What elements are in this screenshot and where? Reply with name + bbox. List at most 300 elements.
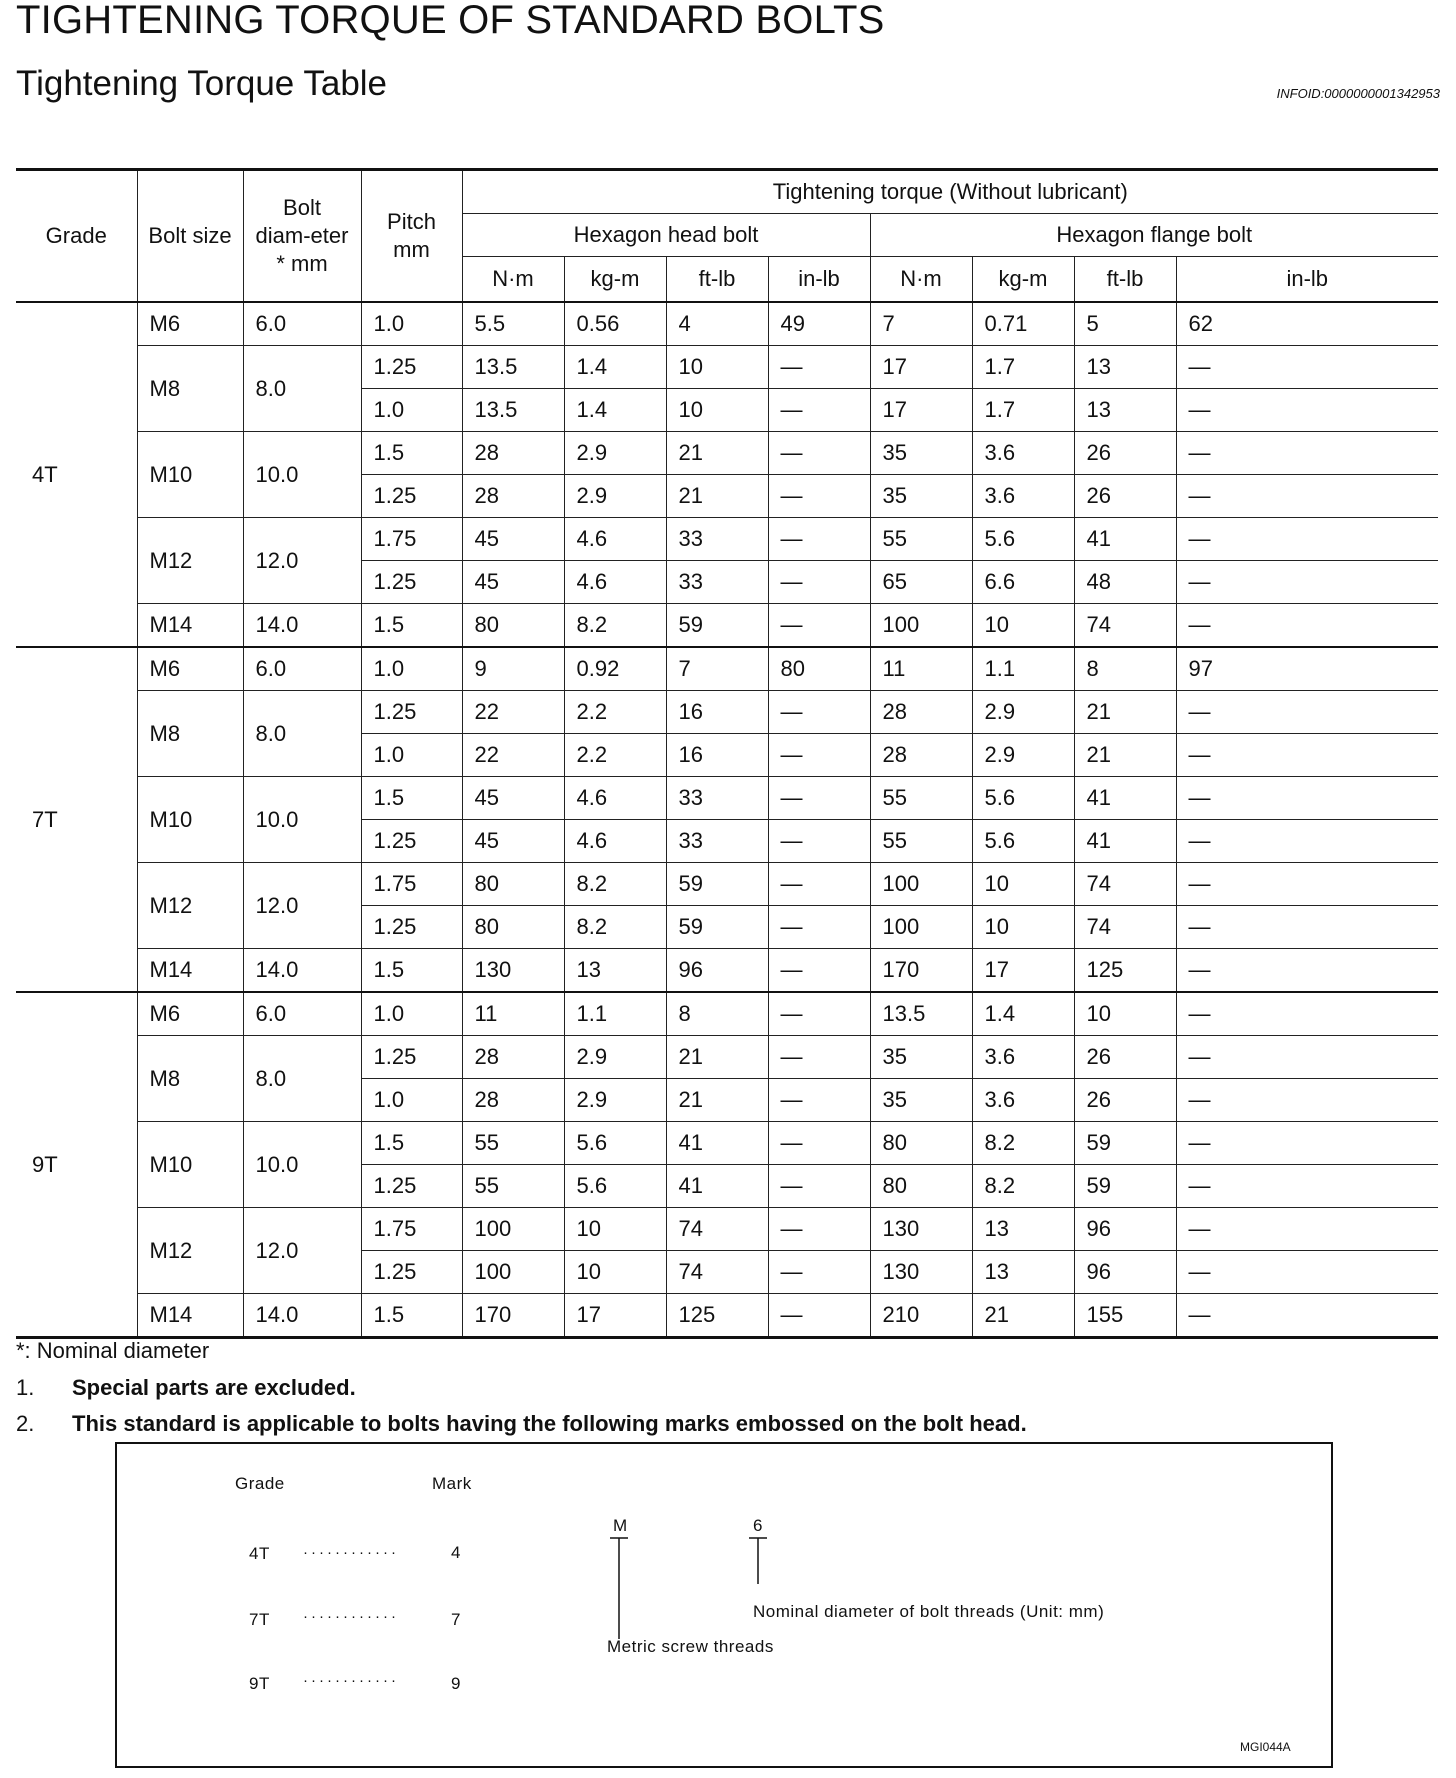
figure-grade: 9T: [249, 1674, 270, 1693]
torque-value-cell: —: [768, 1208, 870, 1251]
torque-value-cell: 33: [666, 777, 768, 820]
notes: [16, 1338, 1027, 1442]
torque-value-cell: 13: [564, 949, 666, 993]
torque-value-cell: 10: [666, 389, 768, 432]
pitch-cell: 1.0: [361, 734, 462, 777]
torque-value-cell: 8: [1074, 647, 1176, 691]
torque-value-cell: —: [1176, 949, 1438, 993]
torque-value-cell: 8.2: [972, 1122, 1074, 1165]
torque-value-cell: 41: [1074, 777, 1176, 820]
header-unit: ft-lb: [666, 257, 768, 303]
torque-value-cell: 45: [462, 777, 564, 820]
figure-dots: ············: [303, 1544, 399, 1561]
table-row: [16, 1294, 1438, 1338]
note-text: Special parts are excluded.: [72, 1375, 356, 1400]
table-row: [16, 1208, 1438, 1251]
torque-value-cell: —: [768, 863, 870, 906]
torque-value-cell: 28: [462, 1036, 564, 1079]
torque-value-cell: —: [768, 820, 870, 863]
bolt-diameter-cell: 10.0: [243, 1122, 361, 1208]
bolt-diameter-cell: 6.0: [243, 647, 361, 691]
torque-value-cell: 80: [462, 906, 564, 949]
figure-code: MGI044A: [1240, 1740, 1291, 1754]
torque-value-cell: 10: [1074, 992, 1176, 1036]
torque-value-cell: 10: [972, 863, 1074, 906]
torque-value-cell: —: [768, 1122, 870, 1165]
torque-value-cell: 45: [462, 820, 564, 863]
torque-value-cell: 130: [870, 1251, 972, 1294]
torque-value-cell: 155: [1074, 1294, 1176, 1338]
torque-value-cell: 17: [870, 346, 972, 389]
torque-value-cell: —: [1176, 992, 1438, 1036]
torque-value-cell: 5.6: [972, 777, 1074, 820]
torque-value-cell: —: [1176, 1294, 1438, 1338]
torque-value-cell: 49: [768, 302, 870, 346]
torque-value-cell: 74: [666, 1251, 768, 1294]
bolt-diameter-cell: 14.0: [243, 1294, 361, 1338]
table-row: [16, 691, 1438, 734]
bolt-diameter-cell: 14.0: [243, 604, 361, 648]
torque-value-cell: 55: [462, 1165, 564, 1208]
pitch-cell: 1.5: [361, 604, 462, 648]
torque-value-cell: 170: [870, 949, 972, 993]
pitch-cell: 1.25: [361, 906, 462, 949]
torque-value-cell: 0.71: [972, 302, 1074, 346]
torque-value-cell: 1.7: [972, 346, 1074, 389]
torque-value-cell: 13: [972, 1251, 1074, 1294]
torque-value-cell: 62: [1176, 302, 1438, 346]
torque-value-cell: 0.92: [564, 647, 666, 691]
torque-value-cell: 2.2: [564, 734, 666, 777]
figure-diagram-m: M: [613, 1516, 628, 1535]
bolt-size-cell: M8: [137, 691, 243, 777]
table-row: [16, 346, 1438, 389]
torque-value-cell: 28: [462, 1079, 564, 1122]
torque-value-cell: 3.6: [972, 432, 1074, 475]
table-row: [16, 432, 1438, 475]
bolt-mark-diagram-lines: [117, 1444, 1331, 1766]
torque-value-cell: —: [768, 1165, 870, 1208]
torque-value-cell: 2.9: [972, 691, 1074, 734]
torque-value-cell: —: [1176, 1251, 1438, 1294]
torque-value-cell: —: [768, 1251, 870, 1294]
torque-value-cell: 26: [1074, 432, 1176, 475]
torque-value-cell: 4.6: [564, 820, 666, 863]
torque-value-cell: 5.6: [972, 518, 1074, 561]
pitch-cell: 1.0: [361, 302, 462, 346]
torque-value-cell: 17: [870, 389, 972, 432]
pitch-cell: 1.25: [361, 475, 462, 518]
pitch-cell: 1.0: [361, 1079, 462, 1122]
torque-value-cell: 41: [666, 1165, 768, 1208]
bolt-diameter-cell: 10.0: [243, 777, 361, 863]
torque-value-cell: —: [768, 691, 870, 734]
torque-value-cell: 7: [666, 647, 768, 691]
table-row: [16, 1122, 1438, 1165]
bolt-size-cell: M6: [137, 992, 243, 1036]
note-number: 2.: [16, 1411, 35, 1436]
torque-value-cell: 130: [462, 949, 564, 993]
grade-cell: 9T: [16, 992, 137, 1338]
torque-value-cell: 2.9: [564, 1079, 666, 1122]
torque-value-cell: —: [1176, 389, 1438, 432]
torque-value-cell: 59: [666, 863, 768, 906]
page-title: TIGHTENING TORQUE OF STANDARD BOLTS: [16, 0, 885, 42]
header-unit: ft-lb: [1074, 257, 1176, 303]
pitch-cell: 1.75: [361, 1208, 462, 1251]
torque-value-cell: 35: [870, 1079, 972, 1122]
pitch-cell: 1.5: [361, 777, 462, 820]
torque-value-cell: —: [768, 949, 870, 993]
torque-value-cell: —: [1176, 432, 1438, 475]
torque-value-cell: 13: [1074, 389, 1176, 432]
torque-value-cell: 100: [462, 1208, 564, 1251]
torque-value-cell: 59: [1074, 1122, 1176, 1165]
figure-label-metric: Metric screw threads: [607, 1637, 774, 1656]
header-hexagon-head-bolt: Hexagon head bolt: [462, 214, 870, 257]
note-item: [16, 1370, 1027, 1406]
bolt-size-cell: M12: [137, 863, 243, 949]
pitch-cell: 1.25: [361, 561, 462, 604]
torque-value-cell: —: [1176, 1036, 1438, 1079]
torque-value-cell: 5.6: [972, 820, 1074, 863]
note-item: [16, 1406, 1027, 1442]
torque-value-cell: 96: [1074, 1208, 1176, 1251]
torque-value-cell: 21: [666, 1036, 768, 1079]
torque-value-cell: —: [1176, 734, 1438, 777]
torque-value-cell: —: [1176, 777, 1438, 820]
note-text: This standard is applicable to bolts having the following marks embossed on the bolt head.: [72, 1411, 1027, 1436]
torque-value-cell: —: [1176, 604, 1438, 648]
torque-value-cell: 2.9: [564, 432, 666, 475]
bolt-diameter-cell: 12.0: [243, 1208, 361, 1294]
torque-value-cell: 33: [666, 518, 768, 561]
info-id: INFOID:0000000001342953: [1276, 86, 1440, 101]
torque-value-cell: 1.7: [972, 389, 1074, 432]
torque-value-cell: 21: [1074, 734, 1176, 777]
bolt-size-cell: M10: [137, 1122, 243, 1208]
torque-value-cell: 45: [462, 518, 564, 561]
torque-value-cell: 35: [870, 432, 972, 475]
torque-value-cell: —: [768, 992, 870, 1036]
torque-value-cell: 210: [870, 1294, 972, 1338]
torque-value-cell: 13: [972, 1208, 1074, 1251]
table-row: [16, 777, 1438, 820]
torque-value-cell: 35: [870, 1036, 972, 1079]
bolt-diameter-cell: 8.0: [243, 346, 361, 432]
torque-value-cell: 17: [564, 1294, 666, 1338]
torque-value-cell: 80: [768, 647, 870, 691]
torque-value-cell: 8.2: [972, 1165, 1074, 1208]
torque-value-cell: 8.2: [564, 906, 666, 949]
torque-value-cell: 26: [1074, 1036, 1176, 1079]
torque-value-cell: 125: [666, 1294, 768, 1338]
torque-value-cell: —: [768, 389, 870, 432]
figure-grade-header: Grade: [235, 1474, 285, 1493]
torque-value-cell: 17: [972, 949, 1074, 993]
torque-value-cell: 26: [1074, 1079, 1176, 1122]
header-grade: Grade: [16, 170, 137, 303]
bolt-diameter-cell: 14.0: [243, 949, 361, 993]
table-row: [16, 604, 1438, 648]
torque-value-cell: 80: [870, 1165, 972, 1208]
header-bolt-size: Bolt size: [137, 170, 243, 303]
torque-value-cell: 59: [1074, 1165, 1176, 1208]
torque-value-cell: 8.2: [564, 604, 666, 648]
torque-value-cell: 74: [1074, 604, 1176, 648]
torque-value-cell: 26: [1074, 475, 1176, 518]
torque-value-cell: 65: [870, 561, 972, 604]
torque-value-cell: 1.1: [564, 992, 666, 1036]
table-row: [16, 992, 1438, 1036]
torque-value-cell: —: [768, 432, 870, 475]
bolt-size-cell: M6: [137, 647, 243, 691]
header-unit: kg-m: [564, 257, 666, 303]
pitch-cell: 1.25: [361, 1251, 462, 1294]
figure-mark: 4: [451, 1543, 461, 1562]
torque-value-cell: 3.6: [972, 1036, 1074, 1079]
torque-value-cell: 74: [1074, 863, 1176, 906]
figure-mark: 9: [451, 1674, 461, 1693]
torque-value-cell: —: [1176, 820, 1438, 863]
bolt-mark-figure: [115, 1442, 1333, 1768]
grade-cell: 4T: [16, 302, 137, 647]
figure-label-diameter: Nominal diameter of bolt threads (Unit: mm): [753, 1602, 1105, 1621]
torque-value-cell: 16: [666, 691, 768, 734]
bolt-size-cell: M14: [137, 1294, 243, 1338]
pitch-cell: 1.0: [361, 389, 462, 432]
torque-value-cell: 100: [462, 1251, 564, 1294]
torque-value-cell: 21: [972, 1294, 1074, 1338]
torque-value-cell: —: [1176, 1165, 1438, 1208]
torque-value-cell: 10: [972, 906, 1074, 949]
torque-value-cell: 8.2: [564, 863, 666, 906]
torque-value-cell: 74: [1074, 906, 1176, 949]
torque-value-cell: 16: [666, 734, 768, 777]
torque-value-cell: 80: [462, 863, 564, 906]
torque-value-cell: 100: [870, 604, 972, 648]
table-row: [16, 302, 1438, 346]
torque-value-cell: 1.4: [564, 389, 666, 432]
torque-value-cell: —: [768, 561, 870, 604]
torque-value-cell: 13.5: [462, 346, 564, 389]
header-bolt-diameter: Bolt diam-eter * mm: [243, 170, 361, 303]
torque-value-cell: —: [768, 604, 870, 648]
torque-value-cell: 59: [666, 604, 768, 648]
torque-value-cell: 55: [870, 820, 972, 863]
torque-value-cell: 80: [462, 604, 564, 648]
torque-value-cell: —: [1176, 1122, 1438, 1165]
torque-value-cell: 4.6: [564, 518, 666, 561]
torque-value-cell: —: [1176, 346, 1438, 389]
torque-value-cell: 100: [870, 906, 972, 949]
header-unit: N·m: [870, 257, 972, 303]
figure-mark-header: Mark: [432, 1474, 472, 1493]
header-unit: in-lb: [768, 257, 870, 303]
footnote: *: Nominal diameter: [16, 1338, 210, 1363]
torque-value-cell: 4.6: [564, 777, 666, 820]
figure-grade: 4T: [249, 1544, 270, 1563]
torque-value-cell: 35: [870, 475, 972, 518]
torque-value-cell: 21: [1074, 691, 1176, 734]
bolt-size-cell: M14: [137, 604, 243, 648]
bolt-size-cell: M8: [137, 346, 243, 432]
torque-value-cell: 33: [666, 561, 768, 604]
torque-value-cell: 0.56: [564, 302, 666, 346]
bolt-size-cell: M12: [137, 1208, 243, 1294]
torque-value-cell: 13.5: [870, 992, 972, 1036]
torque-value-cell: 28: [462, 475, 564, 518]
torque-value-cell: 10: [666, 346, 768, 389]
figure-dots: ············: [303, 1672, 399, 1689]
bolt-size-cell: M12: [137, 518, 243, 604]
torque-value-cell: —: [768, 1079, 870, 1122]
torque-value-cell: —: [768, 518, 870, 561]
bolt-size-cell: M6: [137, 302, 243, 346]
torque-value-cell: —: [768, 475, 870, 518]
torque-value-cell: 6.6: [972, 561, 1074, 604]
torque-value-cell: 1.1: [972, 647, 1074, 691]
note-number: 1.: [16, 1375, 35, 1400]
torque-value-cell: 4.6: [564, 561, 666, 604]
table-row: [16, 647, 1438, 691]
torque-value-cell: 1.4: [564, 346, 666, 389]
bolt-size-cell: M14: [137, 949, 243, 993]
bolt-diameter-cell: 6.0: [243, 992, 361, 1036]
torque-value-cell: 55: [870, 777, 972, 820]
torque-value-cell: —: [768, 777, 870, 820]
torque-value-cell: 5.6: [564, 1165, 666, 1208]
pitch-cell: 1.0: [361, 647, 462, 691]
torque-value-cell: —: [768, 346, 870, 389]
torque-value-cell: 125: [1074, 949, 1176, 993]
pitch-cell: 1.75: [361, 863, 462, 906]
torque-value-cell: 2.2: [564, 691, 666, 734]
torque-value-cell: 28: [870, 734, 972, 777]
torque-value-cell: 41: [1074, 518, 1176, 561]
pitch-cell: 1.25: [361, 820, 462, 863]
torque-value-cell: 22: [462, 691, 564, 734]
torque-value-cell: 45: [462, 561, 564, 604]
torque-value-cell: 21: [666, 1079, 768, 1122]
bolt-diameter-cell: 12.0: [243, 518, 361, 604]
torque-value-cell: 3.6: [972, 1079, 1074, 1122]
header-unit: in-lb: [1176, 257, 1438, 303]
torque-value-cell: 5.5: [462, 302, 564, 346]
figure-diagram-6: 6: [753, 1516, 763, 1535]
torque-value-cell: 8: [666, 992, 768, 1036]
torque-value-cell: 55: [462, 1122, 564, 1165]
table-row: [16, 863, 1438, 906]
torque-value-cell: 41: [666, 1122, 768, 1165]
torque-value-cell: 11: [870, 647, 972, 691]
torque-value-cell: 5.6: [564, 1122, 666, 1165]
torque-value-cell: 4: [666, 302, 768, 346]
torque-value-cell: 21: [666, 432, 768, 475]
torque-value-cell: —: [1176, 1208, 1438, 1251]
pitch-cell: 1.5: [361, 949, 462, 993]
pitch-cell: 1.5: [361, 1294, 462, 1338]
torque-value-cell: 2.9: [564, 1036, 666, 1079]
torque-value-cell: 170: [462, 1294, 564, 1338]
torque-value-cell: 41: [1074, 820, 1176, 863]
torque-value-cell: 130: [870, 1208, 972, 1251]
torque-value-cell: —: [1176, 906, 1438, 949]
torque-value-cell: 13.5: [462, 389, 564, 432]
pitch-cell: 1.5: [361, 432, 462, 475]
torque-value-cell: 33: [666, 820, 768, 863]
torque-value-cell: 59: [666, 906, 768, 949]
pitch-cell: 1.25: [361, 346, 462, 389]
torque-value-cell: 96: [666, 949, 768, 993]
torque-value-cell: 10: [564, 1208, 666, 1251]
torque-value-cell: 100: [870, 863, 972, 906]
bolt-size-cell: M8: [137, 1036, 243, 1122]
bolt-diameter-cell: 8.0: [243, 691, 361, 777]
torque-value-cell: 21: [666, 475, 768, 518]
pitch-cell: 1.5: [361, 1122, 462, 1165]
torque-value-cell: —: [1176, 475, 1438, 518]
bolt-diameter-cell: 6.0: [243, 302, 361, 346]
torque-value-cell: —: [1176, 1079, 1438, 1122]
torque-value-cell: 22: [462, 734, 564, 777]
bolt-size-cell: M10: [137, 432, 243, 518]
torque-value-cell: 55: [870, 518, 972, 561]
torque-value-cell: 13: [1074, 346, 1176, 389]
figure-grade: 7T: [249, 1610, 270, 1629]
torque-value-cell: —: [768, 1036, 870, 1079]
bolt-diameter-cell: 10.0: [243, 432, 361, 518]
header-hexagon-flange-bolt: Hexagon flange bolt: [870, 214, 1438, 257]
table-row: [16, 1036, 1438, 1079]
torque-value-cell: —: [768, 734, 870, 777]
torque-value-cell: 7: [870, 302, 972, 346]
torque-value-cell: —: [1176, 561, 1438, 604]
torque-value-cell: 2.9: [564, 475, 666, 518]
bolt-size-cell: M10: [137, 777, 243, 863]
table-header: [16, 170, 1438, 303]
grade-cell: 7T: [16, 647, 137, 992]
header-unit: N·m: [462, 257, 564, 303]
torque-value-cell: 1.4: [972, 992, 1074, 1036]
pitch-cell: 1.25: [361, 1036, 462, 1079]
bolt-diameter-cell: 12.0: [243, 863, 361, 949]
torque-value-cell: —: [1176, 691, 1438, 734]
table-row: [16, 518, 1438, 561]
torque-value-cell: 80: [870, 1122, 972, 1165]
torque-value-cell: —: [1176, 863, 1438, 906]
torque-value-cell: —: [768, 906, 870, 949]
table-row: [16, 949, 1438, 993]
pitch-cell: 1.0: [361, 992, 462, 1036]
table-body: [16, 302, 1438, 1338]
torque-value-cell: 5: [1074, 302, 1176, 346]
torque-value-cell: —: [768, 1294, 870, 1338]
header-pitch: Pitch mm: [361, 170, 462, 303]
section-subtitle: Tightening Torque Table: [16, 64, 388, 103]
pitch-cell: 1.25: [361, 1165, 462, 1208]
torque-value-cell: 96: [1074, 1251, 1176, 1294]
torque-value-cell: 10: [564, 1251, 666, 1294]
torque-value-cell: 10: [972, 604, 1074, 648]
figure-dots: ············: [303, 1608, 399, 1625]
pitch-cell: 1.75: [361, 518, 462, 561]
torque-value-cell: —: [1176, 518, 1438, 561]
torque-table: [16, 168, 1438, 1339]
figure-mark: 7: [451, 1610, 461, 1629]
torque-value-cell: 97: [1176, 647, 1438, 691]
torque-value-cell: 48: [1074, 561, 1176, 604]
